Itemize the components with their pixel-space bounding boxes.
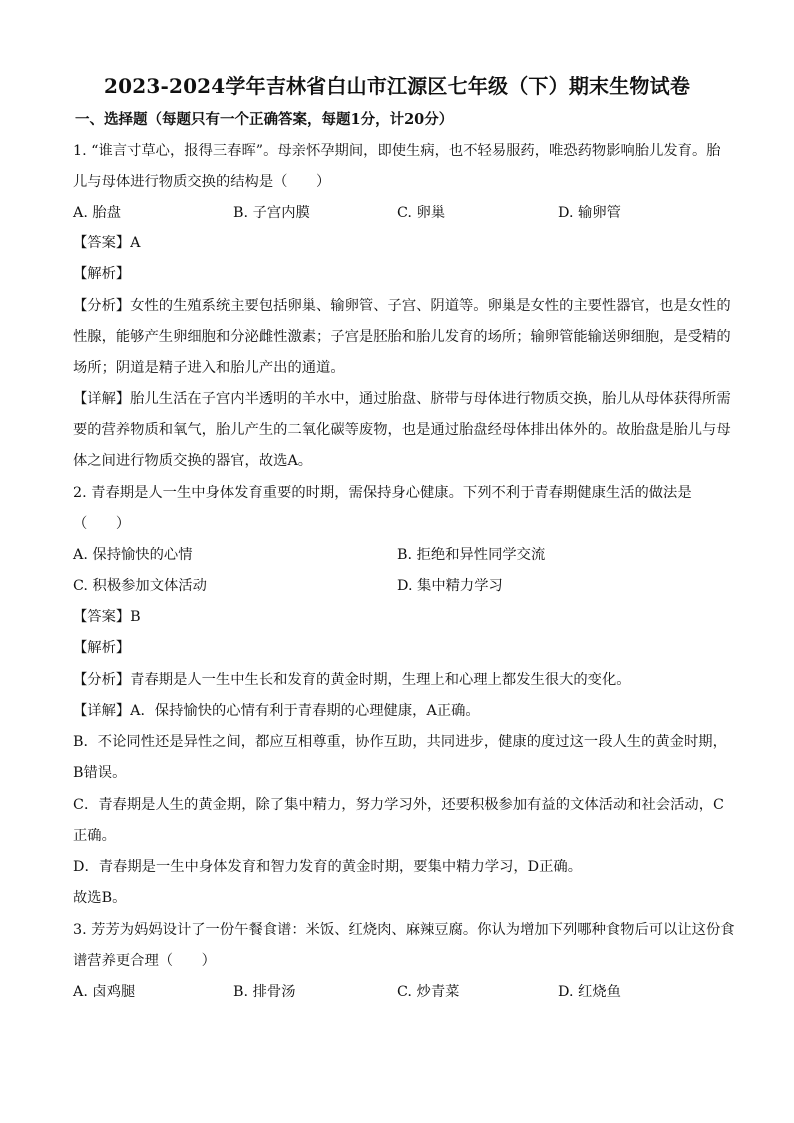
q1-answer: 【答案】A xyxy=(73,235,141,251)
q2-option-a: A. 保持愉快的心情 xyxy=(73,547,193,563)
q3-option-d: D. 红烧鱼 xyxy=(558,984,621,1000)
q2-stem-line1: 2. 青春期是人一生中身体发育重要的时期，需保持身心健康。下列不利于青春期健康生活的做法是 xyxy=(73,485,692,501)
q1-option-a: A. 胎盘 xyxy=(73,205,122,221)
q3-option-c: C. 炒青菜 xyxy=(397,984,460,1000)
q2-xiangjie-line1: 【详解】A．保持愉快的心情有利于青春期的心理健康，A正确。 xyxy=(73,703,480,719)
q3-option-b: B. 排骨汤 xyxy=(233,984,296,1000)
q1-xiangjie-line1: 【详解】胎儿生活在子宫内半透明的羊水中，通过胎盘、脐带与母体进行物质交换，胎儿从母体获得所需 xyxy=(73,391,731,407)
q1-option-d: D. 输卵管 xyxy=(558,205,621,221)
q1-option-c: C. 卵巢 xyxy=(397,205,446,221)
q2-option-c: C. 积极参加文体活动 xyxy=(73,578,207,594)
q3-stem-line1: 3. 芳芳为妈妈设计了一份午餐食谱：米饭、红烧肉、麻辣豆腐。你认为增加下列哪种食物后可以让这份食 xyxy=(73,922,735,938)
q1-fenxi-line3: 场所；阴道是精子进入和胎儿产出的通道。 xyxy=(73,360,345,376)
q1-option-b: B. 子宫内膜 xyxy=(233,205,310,221)
q2-option-d: D. 集中精力学习 xyxy=(397,578,503,594)
q1-xiangjie-line3: 体之间进行物质交换的器官，故选A。 xyxy=(73,453,313,469)
q3-option-a: A. 卤鸡腿 xyxy=(73,984,136,1000)
q1-fenxi-line1: 【分析】女性的生殖系统主要包括卵巢、输卵管、子宫、阴道等。卵巢是女性的主要性器官，也是女性的 xyxy=(73,298,731,314)
q1-stem-line1: 1. “谁言寸草心，报得三春晖”。母亲怀孕期间，即使生病，也不轻易服药，唯恐药物影响胎儿发育。胎 xyxy=(73,143,721,159)
q1-analysis-label: 【解析】 xyxy=(73,266,131,282)
q1-fenxi-line2: 性腺，能够产生卵细胞和分泌雌性激素；子宫是胚胎和胎儿发育的场所；输卵管能输送卵细胞，是受精的 xyxy=(73,329,731,345)
q2-xiangjie-line7: 故选B。 xyxy=(73,890,127,906)
q2-xiangjie-line5: 正确。 xyxy=(73,828,116,844)
q2-option-b: B. 拒绝和异性同学交流 xyxy=(397,547,546,563)
section-heading: 一、选择题（每题只有一个正确答案，每题1分，计20分） xyxy=(75,111,454,128)
q1-stem-line2: 儿与母体进行物质交换的结构是（ ） xyxy=(73,174,331,190)
q2-answer: 【答案】B xyxy=(73,609,141,625)
q2-fenxi: 【分析】青春期是人一生中生长和发育的黄金时期，生理上和心理上都发生很大的变化。 xyxy=(73,672,631,688)
q3-stem-line2: 谱营养更合理（ ） xyxy=(73,953,216,969)
q2-xiangjie-line2: B．不论同性还是异性之间，都应互相尊重，协作互助，共同进步，健康的度过这一段人生的黄金时期， xyxy=(73,734,727,750)
q2-xiangjie-line4: C．青春期是人生的黄金期，除了集中精力，努力学习外，还要积极参加有益的文体活动和社会活动，C xyxy=(73,797,724,813)
q2-analysis-label: 【解析】 xyxy=(73,640,131,656)
q1-xiangjie-line2: 要的营养物质和氧气，胎儿产生的二氧化碳等废物，也是通过胎盘经母体排出体外的。故胎盘是胎儿与母 xyxy=(73,422,731,438)
q2-xiangjie-line6: D．青春期是一生中身体发育和智力发育的黄金时期，要集中精力学习，D正确。 xyxy=(73,859,583,875)
q2-stem-line2: （ ） xyxy=(73,516,131,532)
q2-xiangjie-line3: B错误。 xyxy=(73,765,127,781)
page-title: 2023-2024学年吉林省白山市江源区七年级（下）期末生物试卷 xyxy=(103,74,691,98)
